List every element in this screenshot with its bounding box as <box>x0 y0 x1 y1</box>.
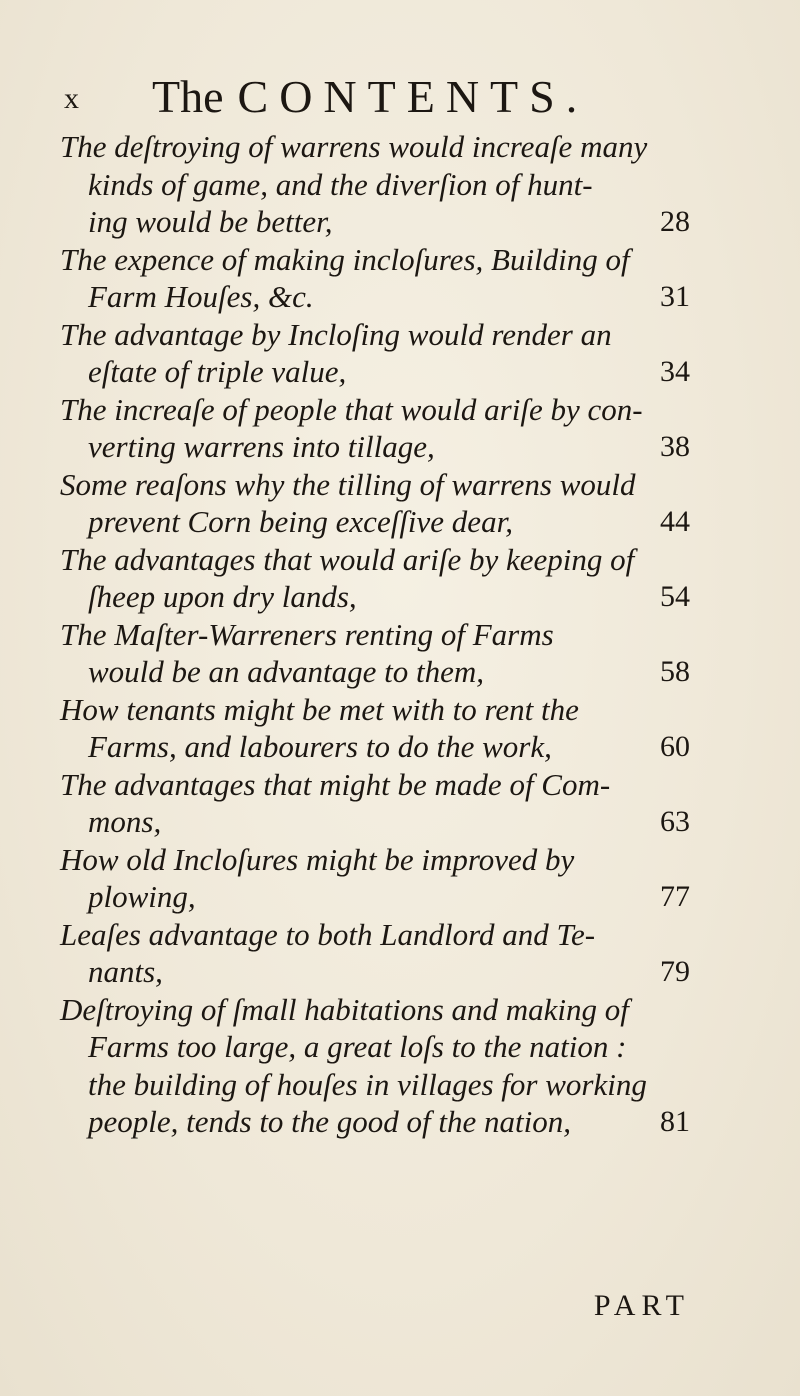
entry-line: prevent Corn being exceſſive dear, <box>88 504 513 539</box>
entry-line: The advantages that would ariſe by keeping of <box>60 541 635 577</box>
entry-line: How tenants might be met with to rent the <box>60 691 579 727</box>
entry-line: people, tends to the good of the nation, <box>88 1104 572 1139</box>
contents-entry <box>60 691 690 766</box>
contents-entry <box>60 241 690 316</box>
entry-line: Farms, and labourers to do the work, <box>88 729 552 764</box>
entry-line: The Maſter-Warreners renting of Farms <box>60 616 554 652</box>
entry-line: nants, <box>88 954 163 989</box>
entry-page-number: 77 <box>660 880 690 913</box>
entry-page-number: 81 <box>660 1105 690 1138</box>
entry-page-number: 34 <box>660 355 690 388</box>
entry-line: The increaſe of people that would ariſe by con- <box>60 391 643 427</box>
entry-page-number: 54 <box>660 580 690 613</box>
entry-line: would be an advantage to them, <box>88 654 485 689</box>
page-header <box>56 70 696 124</box>
entry-line: ſheep upon dry lands, <box>88 579 357 614</box>
entry-line: How old Incloſures might be improved by <box>60 841 575 877</box>
contents-entry <box>60 541 690 616</box>
contents-entry <box>60 766 690 841</box>
entry-line: plowing, <box>88 879 196 914</box>
entry-page-number: 31 <box>660 280 690 313</box>
entry-line: mons, <box>88 804 162 839</box>
folio-number: x <box>64 82 79 115</box>
entry-line: verting warrens into tillage, <box>88 429 435 464</box>
contents-entry <box>60 916 690 991</box>
entry-line: Some reaſons why the tilling of warrens would <box>60 466 636 502</box>
running-title-caps: CONTENTS. <box>237 71 589 122</box>
entry-line: Farm Houſes, &c. <box>88 279 314 314</box>
entry-page-number: 60 <box>660 730 690 763</box>
entry-page-number: 58 <box>660 655 690 688</box>
catchword: PART <box>593 1289 690 1322</box>
contents-entry <box>60 616 690 691</box>
entry-line: Deſtroying of ſmall habitations and making of <box>60 991 629 1027</box>
running-title <box>152 71 589 122</box>
running-title-word: The <box>152 71 224 122</box>
contents-entry <box>60 466 690 541</box>
contents-entry <box>60 316 690 391</box>
entry-page-number: 38 <box>660 430 690 463</box>
entry-page-number: 44 <box>660 505 690 538</box>
entry-line: The deſtroying of warrens would increaſe many <box>60 129 648 164</box>
contents-list <box>60 128 690 1141</box>
entry-line: kinds of game, and the diverſion of hunt- <box>88 166 593 202</box>
entry-page-number: 79 <box>660 955 690 988</box>
entry-page-number: 28 <box>660 205 690 238</box>
entry-line: The advantages that might be made of Com- <box>60 766 611 802</box>
entry-line: ing would be better, <box>88 204 333 239</box>
contents-entry <box>60 841 690 916</box>
entry-line: The advantage by Incloſing would render an <box>60 316 612 352</box>
entry-line: Farms too large, a great loſs to the nation : <box>88 1029 627 1064</box>
entry-line: eſtate of triple value, <box>88 354 347 389</box>
contents-entry <box>60 391 690 466</box>
contents-entry <box>60 128 690 241</box>
entry-line: The expence of making incloſures, Building of <box>60 241 630 277</box>
entry-line: the building of houſes in villages for working <box>88 1066 647 1102</box>
contents-entry <box>60 991 690 1141</box>
entry-page-number: 63 <box>660 805 690 838</box>
entry-line: Leaſes advantage to both Landlord and Te- <box>60 916 596 952</box>
